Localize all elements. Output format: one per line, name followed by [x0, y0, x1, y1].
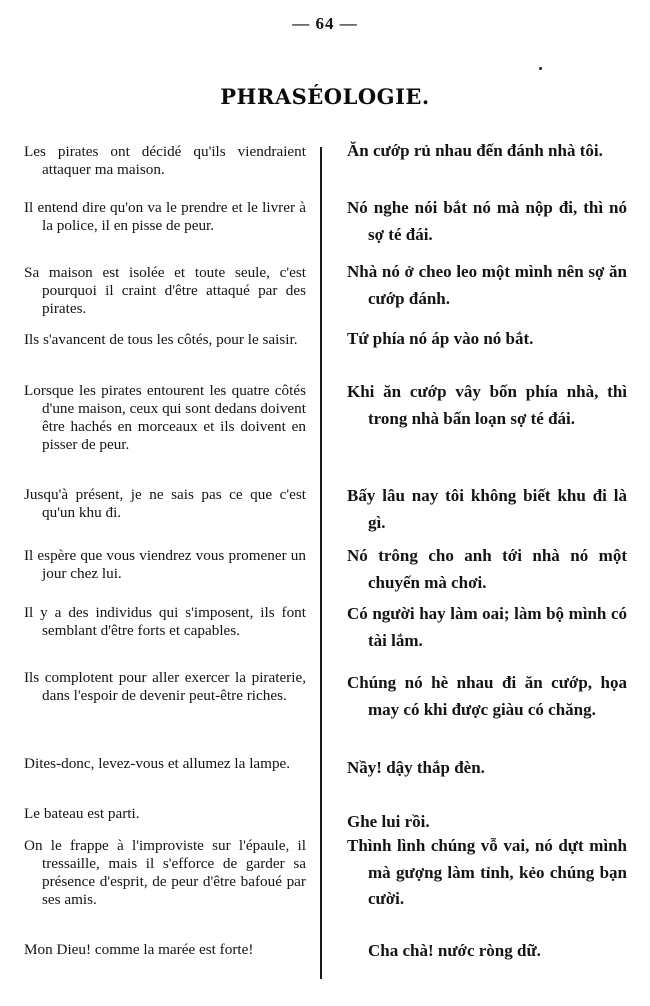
- french-phrase: Ils complotent pour aller exercer la piraterie, dans l'espoir de devenir peut-être riches.: [24, 669, 306, 704]
- french-phrase: Il espère que vous viendrez vous promener un jour chez lui.: [24, 547, 306, 582]
- vietnamese-phrase: Ghe lui rồi.: [347, 812, 430, 831]
- french-phrase: Le bateau est parti.: [24, 805, 140, 822]
- vietnamese-phrase: Có người hay làm oai; làm bộ mình có tài lắm.: [347, 604, 627, 650]
- vietnamese-phrase: Bấy lâu nay tôi không biết khu đi là gì.: [347, 486, 627, 532]
- french-phrase: Lorsque les pirates entourent les quatre côtés d'une maison, ceux qui sont dedans doivent être hachés en morceaux et ils doivent en pisser de peur.: [24, 382, 306, 453]
- vietnamese-phrase: Chúng nó hè nhau đi ăn cướp, họa may có khi được giàu có chăng.: [347, 673, 627, 719]
- vietnamese-phrase: Nó nghe nói bắt nó mà nộp đi, thì nó sợ té đái.: [347, 198, 627, 244]
- column-divider: [320, 147, 322, 979]
- french-phrase: Ils s'avancent de tous les côtés, pour le saisir.: [24, 331, 298, 348]
- vietnamese-phrase: Cha chà! nước ròng dữ.: [368, 941, 541, 960]
- vietnamese-phrase: Ăn cướp rủ nhau đến đánh nhà tôi.: [347, 141, 603, 160]
- french-phrase: Mon Dieu! comme la marée est forte!: [24, 941, 254, 958]
- french-phrase: Les pirates ont décidé qu'ils viendraient attaquer ma maison.: [24, 143, 306, 178]
- french-phrase: Jusqu'à présent, je ne sais pas ce que c'est qu'un khu đi.: [24, 486, 306, 521]
- ink-speck: [539, 67, 542, 70]
- page-number: — 64 —: [292, 14, 358, 33]
- french-phrase: Il y a des individus qui s'imposent, ils font semblant d'être forts et capables.: [24, 604, 306, 639]
- vietnamese-phrase: Tứ phía nó áp vào nó bắt.: [347, 329, 534, 348]
- page-title: PHRASÉOLOGIE.: [220, 83, 430, 110]
- vietnamese-phrase: Khi ăn cướp vây bốn phía nhà, thì trong nhà bấn loạn sợ té đái.: [347, 382, 627, 428]
- vietnamese-phrase: Nó trông cho anh tới nhà nó một chuyến mà chơi.: [347, 546, 627, 592]
- french-phrase: On le frappe à l'improviste sur l'épaule, il tressaille, mais il s'efforce de garder sa présence d'esprit, de peur d'être bafoué par ses amis.: [24, 837, 306, 908]
- french-phrase: Sa maison est isolée et toute seule, c'est pourquoi il craint d'être attaqué par des pirates.: [24, 264, 306, 317]
- vietnamese-phrase: Nhà nó ở cheo leo một mình nên sợ ăn cướp đánh.: [347, 262, 627, 308]
- french-phrase: Dites-donc, levez-vous et allumez la lampe.: [24, 755, 291, 772]
- french-phrase: Il entend dire qu'on va le prendre et le livrer à la police, il en pisse de peur.: [24, 199, 306, 234]
- vietnamese-phrase: Nầy! dậy thắp đèn.: [347, 758, 485, 777]
- vietnamese-phrase: Thình lình chúng vỗ vai, nó dựt mình mà gượng làm tỉnh, kẻo chúng bạn cười.: [347, 836, 627, 908]
